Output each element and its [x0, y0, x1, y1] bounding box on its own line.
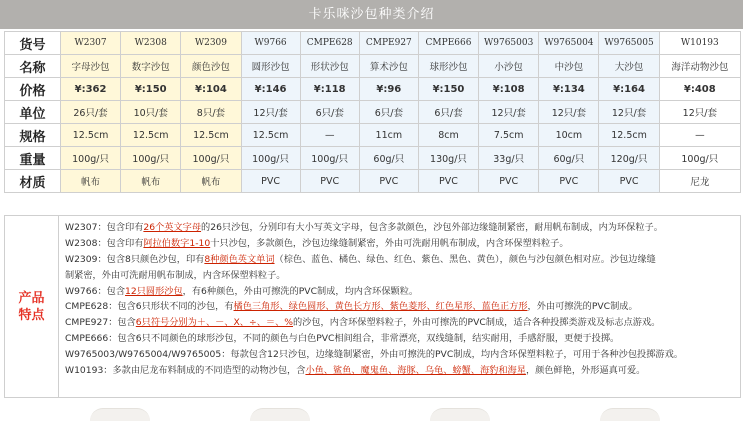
cell-name: 海洋动物沙包	[659, 55, 740, 78]
cell-unit: 6只/套	[359, 101, 418, 124]
cell-spec: 12.5cm	[181, 124, 241, 147]
cell-weight: 100g/只	[60, 147, 120, 170]
cell-unit: 12只/套	[479, 101, 539, 124]
row-name	[5, 55, 741, 78]
cell-spec: 7.5cm	[479, 124, 539, 147]
feature-text: CMPE666：包含6只不同颜色的球形沙包，不同的颜色与白色PVC相间组合，非常漂亮，双线缝制，结实耐用，手感舒服，更便于投掷。	[65, 333, 620, 345]
feature-text: W9766：包含	[65, 285, 126, 297]
cell-unit: 12只/套	[659, 101, 740, 124]
cell-sku: W10193	[659, 32, 740, 55]
cell-name: 形状沙包	[300, 55, 359, 78]
highlighted-text: 小鱼、鲨鱼、魔鬼鱼、海豚、乌龟、螃蟹、海豹和海星	[305, 365, 526, 377]
product-spec-table	[4, 31, 741, 193]
cell-price: ¥:150	[418, 78, 478, 101]
highlighted-text: 阿拉伯数字1-10	[143, 237, 211, 249]
cell-material: PVC	[599, 170, 659, 193]
highlighted-text: 橘色三角形、绿色圆形、黄色长方形、紫色菱形、红色星形、蓝色正方形	[233, 301, 528, 313]
feature-text: W10193：多款由尼龙布料制成的不同造型的动物沙包，含	[65, 365, 306, 377]
cell-price: ¥:104	[181, 78, 241, 101]
row-weight	[5, 147, 741, 170]
feature-text: 的沙包，内含环保塑料粒子，外由可擦洗的PVC制成，适合各种投掷类游戏及标志点游戏。	[293, 317, 661, 329]
cell-unit: 12只/套	[599, 101, 659, 124]
cell-material: PVC	[241, 170, 300, 193]
row-header: 材质	[5, 170, 61, 193]
cell-weight: 130g/只	[418, 147, 478, 170]
cell-sku: CMPE666	[418, 32, 478, 55]
cell-sku: W9766	[241, 32, 300, 55]
row-header: 名称	[5, 55, 61, 78]
cell-weight: 60g/只	[359, 147, 418, 170]
cell-spec: 12.5cm	[599, 124, 659, 147]
row-spec	[5, 124, 741, 147]
features-list	[65, 220, 737, 379]
cell-sku: CMPE628	[300, 32, 359, 55]
cell-sku: W2307	[60, 32, 120, 55]
feature-line	[65, 347, 737, 363]
decorative-shape	[600, 408, 660, 421]
row-header: 规格	[5, 124, 61, 147]
feature-text: CMPE927：包含	[65, 317, 136, 329]
features-heading-cell	[5, 216, 59, 397]
cell-material: 帆布	[181, 170, 241, 193]
cell-unit: 12只/套	[539, 101, 599, 124]
cell-unit: 6只/套	[418, 101, 478, 124]
cell-name: 字母沙包	[60, 55, 120, 78]
feature-text: W9765003/W9765004/W9765005：每款包含12只沙包，边缘缝制紧密，外由可擦洗的PVC制成，均内含环保塑料粒子，可用于各种沙包投掷游戏。	[65, 349, 683, 361]
highlighted-text: 6只符号分别为＋、－、X、÷、＝、%	[135, 317, 293, 329]
cell-unit: 10只/套	[121, 101, 181, 124]
feature-line	[65, 315, 737, 331]
row-header: 单位	[5, 101, 61, 124]
cell-price: ¥:164	[599, 78, 659, 101]
feature-text: 的26只沙包，分别印有大小写英文字母，包含多款颜色，沙包外部边缘缝制紧密，耐用帆布制成，内为环保粒子。	[201, 222, 663, 233]
decorative-shape	[430, 408, 490, 421]
cell-spec: 11cm	[359, 124, 418, 147]
row-price	[5, 78, 741, 101]
cell-weight: 100g/只	[181, 147, 241, 170]
feature-line	[65, 299, 737, 315]
cell-price: ¥:108	[479, 78, 539, 101]
row-header: 价格	[5, 78, 61, 101]
features-heading: 产品特点	[18, 290, 45, 323]
feature-line	[65, 220, 737, 236]
cell-name: 颜色沙包	[181, 55, 241, 78]
cell-unit: 6只/套	[300, 101, 359, 124]
cell-weight: 100g/只	[241, 147, 300, 170]
row-sku	[5, 32, 741, 55]
cell-material: PVC	[418, 170, 478, 193]
cell-sku: W2308	[121, 32, 181, 55]
cell-price: ¥:150	[121, 78, 181, 101]
cell-unit: 12只/套	[241, 101, 300, 124]
cell-material: PVC	[479, 170, 539, 193]
feature-text: ，有6种颜色，外由可擦洗的PVC制成，均内含环保颗粒。	[182, 285, 419, 297]
feature-text: ，外由可擦洗的PVC制成。	[527, 301, 638, 313]
cell-sku: W9765004	[539, 32, 599, 55]
row-header: 货号	[5, 32, 61, 55]
feature-line	[65, 252, 737, 268]
cell-material: 帆布	[121, 170, 181, 193]
feature-line	[65, 236, 737, 252]
cell-material: 帆布	[60, 170, 120, 193]
cell-spec: 12.5cm	[60, 124, 120, 147]
cell-spec: 12.5cm	[241, 124, 300, 147]
cell-spec: —	[300, 124, 359, 147]
cell-price: ¥:134	[539, 78, 599, 101]
feature-text: W2307：包含印有	[65, 222, 144, 233]
cell-material: PVC	[539, 170, 599, 193]
cell-name: 小沙包	[479, 55, 539, 78]
cell-material: 尼龙	[659, 170, 740, 193]
feature-line	[65, 268, 737, 284]
cell-sku: W9765003	[479, 32, 539, 55]
cell-spec: 12.5cm	[121, 124, 181, 147]
feature-text: ，颜色鲜艳，外形逼真可爱。	[525, 365, 646, 377]
cell-weight: 60g/只	[539, 147, 599, 170]
cell-unit: 8只/套	[181, 101, 241, 124]
cell-name: 数字沙包	[121, 55, 181, 78]
feature-text: W2309：包含8只颜色沙包，印有	[65, 253, 205, 265]
row-unit	[5, 101, 741, 124]
cell-name: 中沙包	[539, 55, 599, 78]
highlighted-text: 26个英文字母	[143, 222, 202, 233]
feature-line	[65, 284, 737, 300]
cell-name: 大沙包	[599, 55, 659, 78]
bottom-decoration	[0, 400, 743, 413]
feature-text: （棕色、蓝色、橘色、绿色、红色、紫色、黑色、黄色），颜色与沙包颜色相对应。沙包边缘缝	[274, 253, 656, 265]
cell-material: PVC	[359, 170, 418, 193]
cell-weight: 33g/只	[479, 147, 539, 170]
row-header: 重量	[5, 147, 61, 170]
cell-price: ¥:362	[60, 78, 120, 101]
cell-weight: 100g/只	[121, 147, 181, 170]
cell-name: 圆形沙包	[241, 55, 300, 78]
cell-price: ¥:408	[659, 78, 740, 101]
cell-name: 球形沙包	[418, 55, 478, 78]
cell-sku: CMPE927	[359, 32, 418, 55]
row-material	[5, 170, 741, 193]
cell-price: ¥:96	[359, 78, 418, 101]
decorative-shape	[250, 408, 310, 421]
page-title: 卡乐咪沙包种类介绍	[0, 0, 743, 29]
decorative-shape	[90, 408, 150, 421]
product-features-section	[4, 215, 741, 398]
cell-name: 算术沙包	[359, 55, 418, 78]
cell-unit: 26只/套	[60, 101, 120, 124]
cell-weight: 120g/只	[599, 147, 659, 170]
cell-weight: 100g/只	[659, 147, 740, 170]
cell-weight: 100g/只	[300, 147, 359, 170]
highlighted-text: 12只圆形沙包	[125, 285, 183, 297]
feature-text: 十只沙包，多款颜色，沙包边缘缝制紧密，外由可洗耐用帆布制成，内含环保塑料粒子。	[210, 237, 569, 249]
cell-sku: W2309	[181, 32, 241, 55]
cell-spec: —	[659, 124, 740, 147]
cell-material: PVC	[300, 170, 359, 193]
cell-spec: 10cm	[539, 124, 599, 147]
cell-spec: 8cm	[418, 124, 478, 147]
feature-line	[65, 363, 737, 379]
cell-sku: W9765005	[599, 32, 659, 55]
cell-price: ¥:118	[300, 78, 359, 101]
cell-price: ¥:146	[241, 78, 300, 101]
highlighted-text: 8种颜色英文单词	[204, 253, 275, 265]
feature-line	[65, 331, 737, 347]
feature-text: 制紧密，外由可洗耐用帆布制成，内含环保塑料粒子。	[65, 269, 286, 281]
feature-text: W2308：包含印有	[65, 237, 144, 249]
feature-text: CMPE628：包含6只形状不同的沙包，有	[65, 301, 234, 313]
